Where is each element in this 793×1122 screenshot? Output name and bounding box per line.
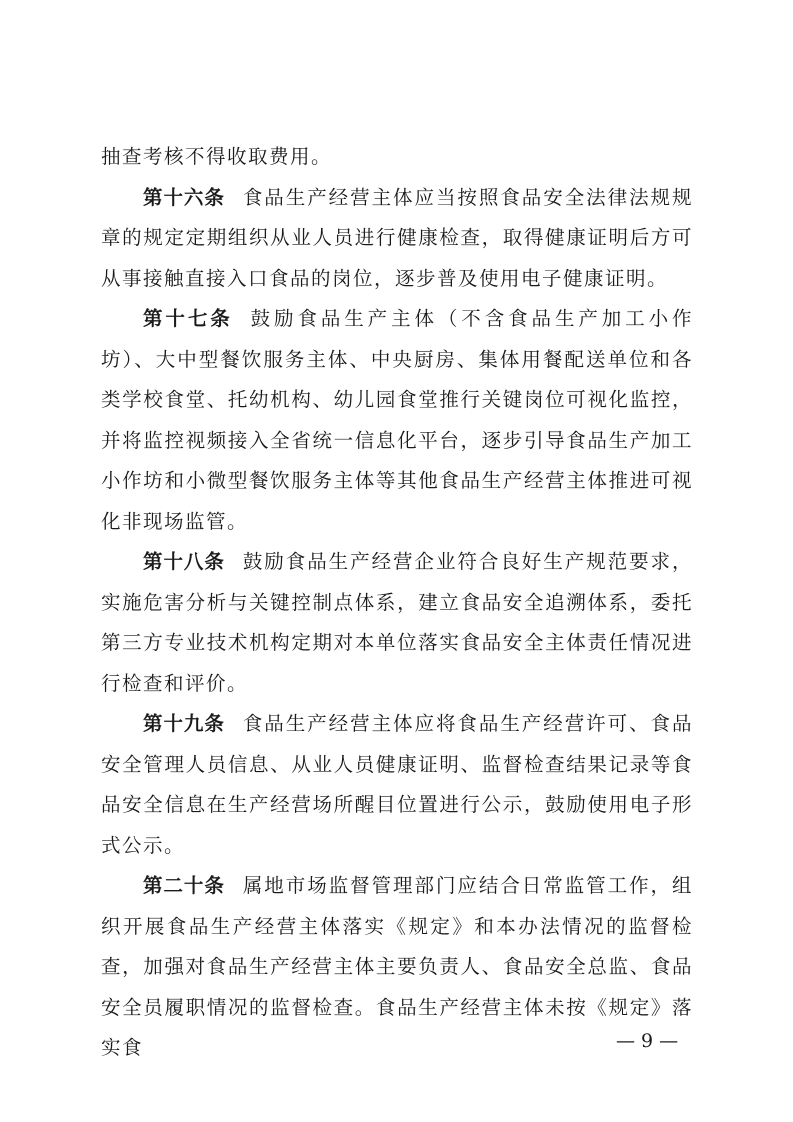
- article-text: 属地市场监督管理部门应结合日常监管工作，组织开展食品生产经营主体落实《规定》和本办法情况的监督检查，加强对食品生产经营主体主要负责人、食品安全总监、食品安全员履职情况的监督检查。食品生产经营主体未按《规定》落实食: [101, 874, 693, 1059]
- article-19: [101, 704, 693, 866]
- paragraph-continuation: [101, 137, 693, 178]
- article-text: 鼓励食品生产主体（不含食品生产加工小作坊）、大中型餐饮服务主体、中央厨房、集体用餐配送单位和各类学校食堂、托幼机构、幼儿园食堂推行关键岗位可视化监控，并将监控视频接入全省统一信息化平台，逐步引导食品生产加工小作坊和小微型餐饮服务主体等其他食品生产经营主体推进可视化非现场监管。: [101, 307, 693, 533]
- article-heading: 第十七条: [143, 307, 233, 330]
- article-text: 鼓励食品生产经营企业符合良好生产规范要求，实施危害分析与关键控制点体系，建立食品安全追溯体系，委托第三方专业技术机构定期对本单位落实食品安全主体责任情况进行检查和评价。: [101, 550, 693, 695]
- document-body: [101, 137, 693, 1069]
- article-text: 食品生产经营主体应将食品生产经营许可、食品安全管理人员信息、从业人员健康证明、监督检查结果记录等食品安全信息在生产经营场所醒目位置进行公示，鼓励使用电子形式公示。: [101, 712, 693, 857]
- article-heading: 第十八条: [143, 550, 225, 573]
- article-17: [101, 299, 693, 542]
- page-number: — 9 —: [616, 1030, 679, 1052]
- article-text: 食品生产经营主体应当按照食品安全法律法规规章的规定定期组织从业人员进行健康检查，取得健康证明后方可从事接触直接入口食品的岗位，逐步普及使用电子健康证明。: [101, 185, 693, 290]
- article-heading: 第十六条: [143, 185, 225, 209]
- article-20: [101, 866, 693, 1069]
- paragraph-text: 抽查考核不得收取费用。: [101, 145, 333, 168]
- article-heading: 第十九条: [143, 712, 225, 735]
- article-18: [101, 542, 693, 704]
- article-heading: 第二十条: [143, 874, 225, 897]
- article-16: [101, 178, 693, 300]
